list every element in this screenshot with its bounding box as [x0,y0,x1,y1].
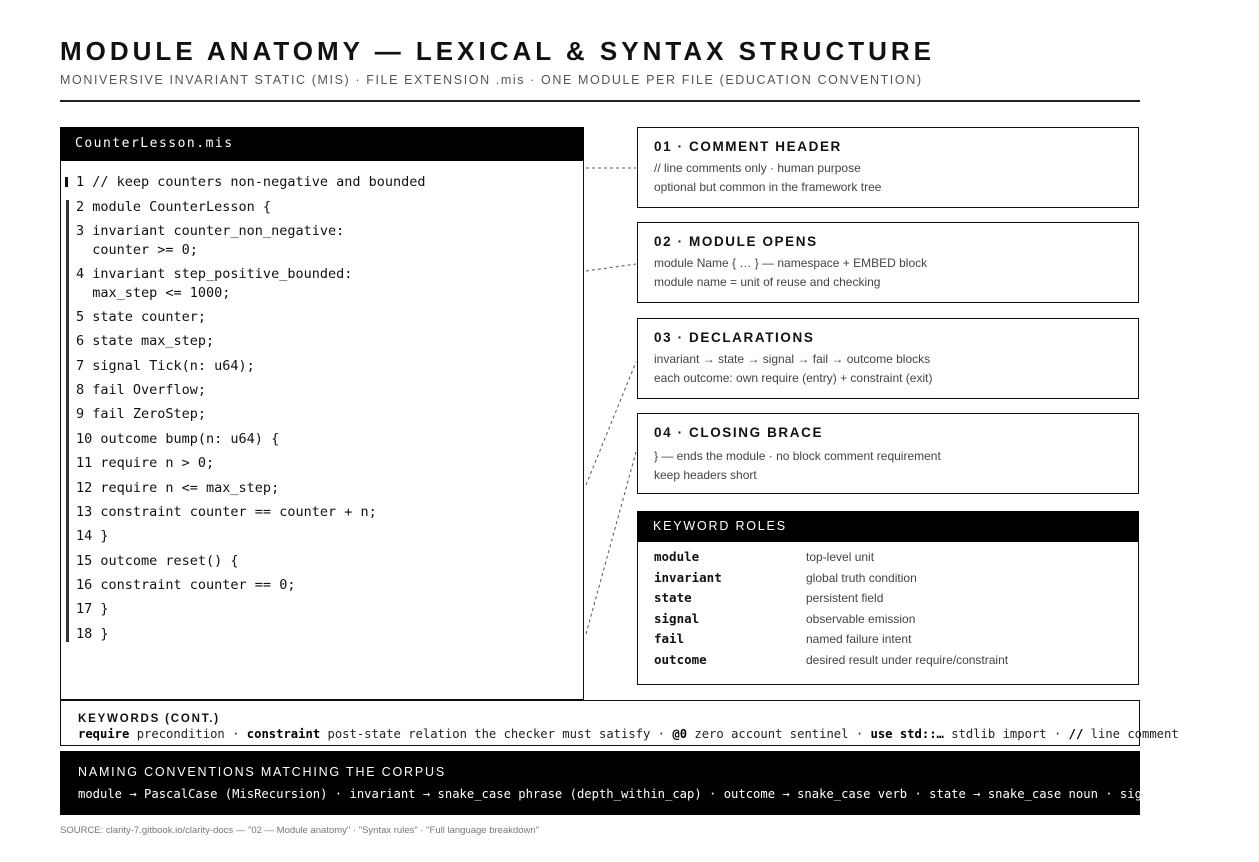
code-line: 12 require n <= max_step; [76,480,280,496]
section-line: each outcome: own require (entry) + constraint (exit) [654,371,933,385]
naming-line: module → PascalCase (MisRecursion) · invariant → snake_case phrase (depth_within_cap) · outcome → snake_case verb · state → snake_case noun · signal → PascalCase [78,787,1259,801]
code-line: 10 outcome bump(n: u64) { [76,431,280,447]
keywords-cont-line [78,727,1179,741]
keyword-name: require [78,727,130,741]
keyword-desc: desired result under require/constraint [806,653,1009,667]
connector-04 [586,452,636,634]
keyword-name: constraint [246,727,321,741]
keyword-desc: observable emission [806,612,916,626]
section-line: } — ends the module · no block comment requirement [654,449,941,463]
code-line: 1 // keep counters non-negative and bounded [76,174,426,190]
keyword-name: module [654,549,700,564]
section-line: invariant → state → signal → fail → outcome blocks [654,352,931,366]
section-title: 03 · DECLARATIONS [654,330,815,345]
header-divider [60,100,1140,102]
keyword-desc: stdlib import [943,727,1047,741]
page-subtitle: MONIVERSIVE INVARIANT STATIC (MIS) · FILE EXTENSION .mis · ONE MODULE PER FILE (EDUCATION CONVENTION) [60,73,923,87]
code-line: 3 invariant counter_non_negative: [76,223,345,239]
code-line: 18 } [76,626,109,642]
section-title: 01 · COMMENT HEADER [654,139,842,154]
section-line: keep headers short [654,468,757,482]
connector-03 [586,362,636,485]
keyword-desc: named failure intent [806,632,912,646]
section-closing-brace [637,413,1139,494]
code-filename: CounterLesson.mis [60,127,584,161]
keyword-name: use std::… [870,727,944,741]
code-line: 17 } [76,601,109,617]
code-line: 5 state counter; [76,309,207,325]
section-line: module name = unit of reuse and checking [654,275,881,289]
section-line: // line comments only · human purpose [654,161,861,175]
section-comment-header [637,127,1139,208]
code-line: counter >= 0; [76,242,198,258]
code-line: 4 invariant step_positive_bounded: [76,266,353,282]
keyword-desc: global truth condition [806,571,917,585]
code-line: 16 constraint counter == 0; [76,577,296,593]
keyword-desc: precondition [129,727,225,741]
separator: · [650,727,673,741]
separator: · [1046,727,1069,741]
section-declarations [637,318,1139,399]
code-line: 9 fail ZeroStep; [76,406,207,422]
naming-conventions-panel [60,751,1259,815]
code-line: 7 signal Tick(n: u64); [76,358,255,374]
code-line: 11 require n > 0; [76,455,215,471]
code-line: 15 outcome reset() { [76,553,239,569]
keyword-desc: persistent field [806,591,884,605]
separator: · [224,727,247,741]
keyword-name: invariant [654,570,722,585]
keyword-name: state [654,590,692,605]
keyword-desc: zero account sentinel [687,727,849,741]
module-body-bar [66,200,69,642]
code-line: 2 module CounterLesson { [76,199,272,215]
page-title: MODULE ANATOMY — LEXICAL & SYNTAX STRUCTURE [60,36,935,66]
keyword-roles-title: KEYWORD ROLES [637,511,1139,542]
keyword-desc: post-state relation the checker must satisfy [320,727,651,741]
keyword-desc: top-level unit [806,550,875,564]
code-line: 8 fail Overflow; [76,382,207,398]
code-line: max_step <= 1000; [76,285,231,301]
naming-title: NAMING CONVENTIONS MATCHING THE CORPUS [78,765,446,779]
source-note: SOURCE: clarity-7.gitbook.io/clarity-docs — "02 — Module anatomy" · "Syntax rules" · "Full language breakdown" [60,825,540,836]
section-line: module Name { … } — namespace + EMBED block [654,256,928,270]
section-line: optional but common in the framework tree [654,180,882,194]
keyword-name: // [1068,727,1084,741]
section-module-opens [637,222,1139,303]
code-line: 14 } [76,528,109,544]
section-title: 04 · CLOSING BRACE [654,425,824,440]
keyword-name: signal [654,611,700,626]
keyword-name: fail [654,631,685,646]
section-title: 02 · MODULE OPENS [654,234,818,249]
code-line: 13 constraint counter == counter + n; [76,504,377,520]
keyword-name: outcome [654,652,707,667]
keyword-name: @0 [672,727,688,741]
code-line: 6 state max_step; [76,333,215,349]
connector-02 [586,264,636,271]
keywords-cont-title: KEYWORDS (CONT.) [78,713,220,725]
separator: · [848,727,871,741]
keyword-desc: line comment [1083,727,1179,741]
comment-marker [65,177,68,187]
